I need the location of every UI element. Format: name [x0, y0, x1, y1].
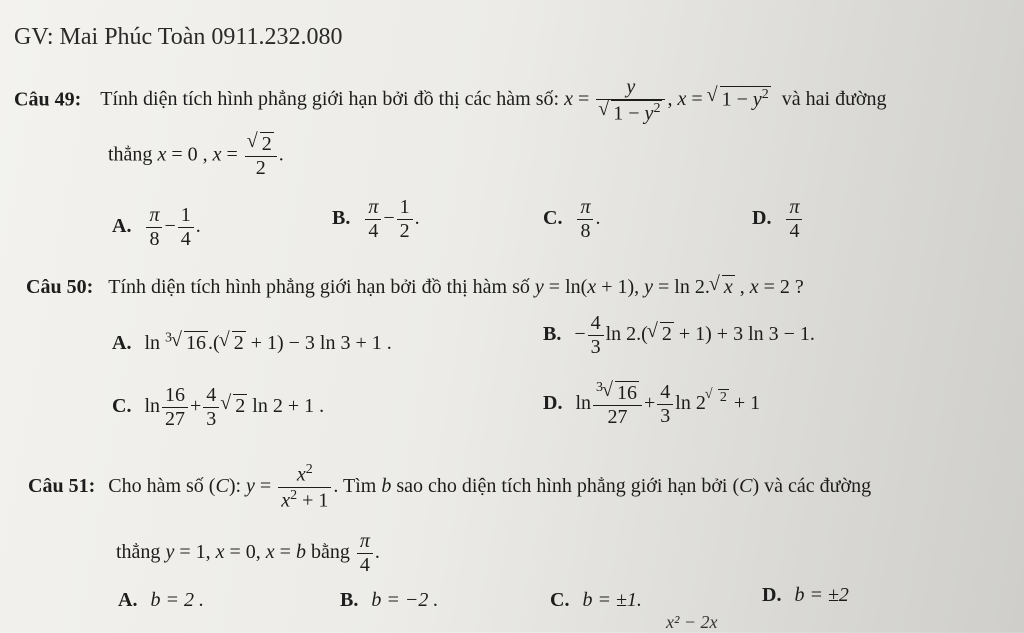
option-50-d[interactable]: D. ln $\frac{^3√ 16}{27}$ + $\frac{4}{3}$ ln 2√ $^2$ + 1	[543, 380, 760, 429]
question-51-text-6: bằng	[310, 541, 350, 564]
question-51-text-4: và các đường	[764, 474, 872, 497]
question-51-label: Câu 51:	[28, 474, 96, 497]
option-50-a[interactable]: A. ln $^3$√ 16 .(√ 2 + 1) − 3 ln 3 + 1 .	[112, 330, 392, 355]
option-51-a-label: A.	[118, 589, 138, 611]
option-50-d-label: D.	[543, 391, 563, 414]
question-50-line1	[26, 275, 804, 299]
option-49-b-label: B.	[332, 207, 351, 230]
question-49-text-2: và hai đường	[781, 88, 887, 111]
option-51-a[interactable]	[118, 589, 204, 612]
option-49-d[interactable]: D. $\frac{\pi}{4}$	[752, 196, 804, 243]
option-49-b[interactable]: B. $\frac{\pi}{4}$ − $\frac{1}{2}$ .	[332, 196, 420, 242]
question-51-text: Cho hàm số	[108, 474, 204, 497]
option-50-c-label: C.	[112, 395, 132, 418]
option-51-b[interactable]	[340, 589, 438, 612]
option-50-a-label: A.	[112, 331, 132, 354]
teacher-header: GV: Mai Phúc Toàn 0911.232.080	[14, 24, 343, 50]
question-51-text-5: thẳng	[116, 541, 161, 564]
cut-off-formula-fragment: x² − 2x	[666, 612, 718, 632]
question-51-text-2: Tìm	[343, 474, 377, 497]
question-49-formula: x = y √ $1 - y^2$ , x = √ $1 - y^2$	[564, 88, 776, 110]
option-51-b-label: B.	[340, 589, 359, 611]
question-49-text-3: thẳng	[108, 143, 153, 166]
option-51-d-label: D.	[762, 584, 782, 606]
option-51-c-label: C.	[550, 589, 570, 611]
question-49-text: Tính diện tích hình phẳng giới hạn bởi đồ thị các hàm số:	[100, 88, 560, 111]
option-50-c[interactable]: C. ln $\frac{16}{27}$ + $\frac{4}{3}$ √ 2 ln 2 + 1 .	[112, 384, 324, 431]
option-51-d-value: b = ±2	[794, 584, 849, 606]
option-49-c-label: C.	[543, 207, 563, 230]
option-51-a-value: b = 2 .	[150, 589, 204, 611]
question-51-text-3: sao cho diện tích hình phẳng giới hạn bởi	[396, 474, 728, 497]
option-51-c-value: b = ±1.	[582, 589, 642, 611]
question-51-line1: Câu 51: Cho hàm số (C): y = $\frac{x^2}{x^2 + 1}$ . Tìm b sao cho diện tích hình phẳng giới hạn bởi (C) và các đường	[28, 462, 872, 512]
option-50-b-label: B.	[543, 323, 562, 346]
option-49-c[interactable]: C. $\frac{\pi}{8}$ .	[543, 196, 601, 242]
question-51-line2: thẳng y = 1, x = 0, x = b bằng $\frac{\pi}{4}$ .	[116, 530, 380, 576]
option-49-d-label: D.	[752, 207, 772, 230]
question-49-line2: thẳng x = 0 , x = √ $\frac{2}{2}$ .	[108, 132, 284, 180]
option-49-a[interactable]: A. $\frac{\pi}{8}$ − $\frac{1}{4}$ .	[112, 204, 201, 250]
option-51-d[interactable]	[762, 584, 849, 607]
option-49-a-label: A.	[112, 215, 132, 238]
option-51-b-value: b = −2 .	[371, 589, 439, 611]
question-50-text: Tính diện tích hình phẳng giới hạn bởi đồ thị hàm số	[108, 276, 530, 298]
option-50-b[interactable]: B. − $\frac{4}{3}$ ln 2.(√ 2 + 1) + 3 ln 3 − 1.	[543, 312, 815, 359]
question-50-label: Câu 50:	[26, 276, 94, 298]
option-51-c[interactable]	[550, 589, 642, 612]
question-49-line1	[14, 76, 887, 126]
question-49-label: Câu 49:	[14, 88, 82, 111]
question-50-formula: y = ln(x + 1), y = ln 2.√ x , x = 2 ?	[535, 276, 804, 298]
